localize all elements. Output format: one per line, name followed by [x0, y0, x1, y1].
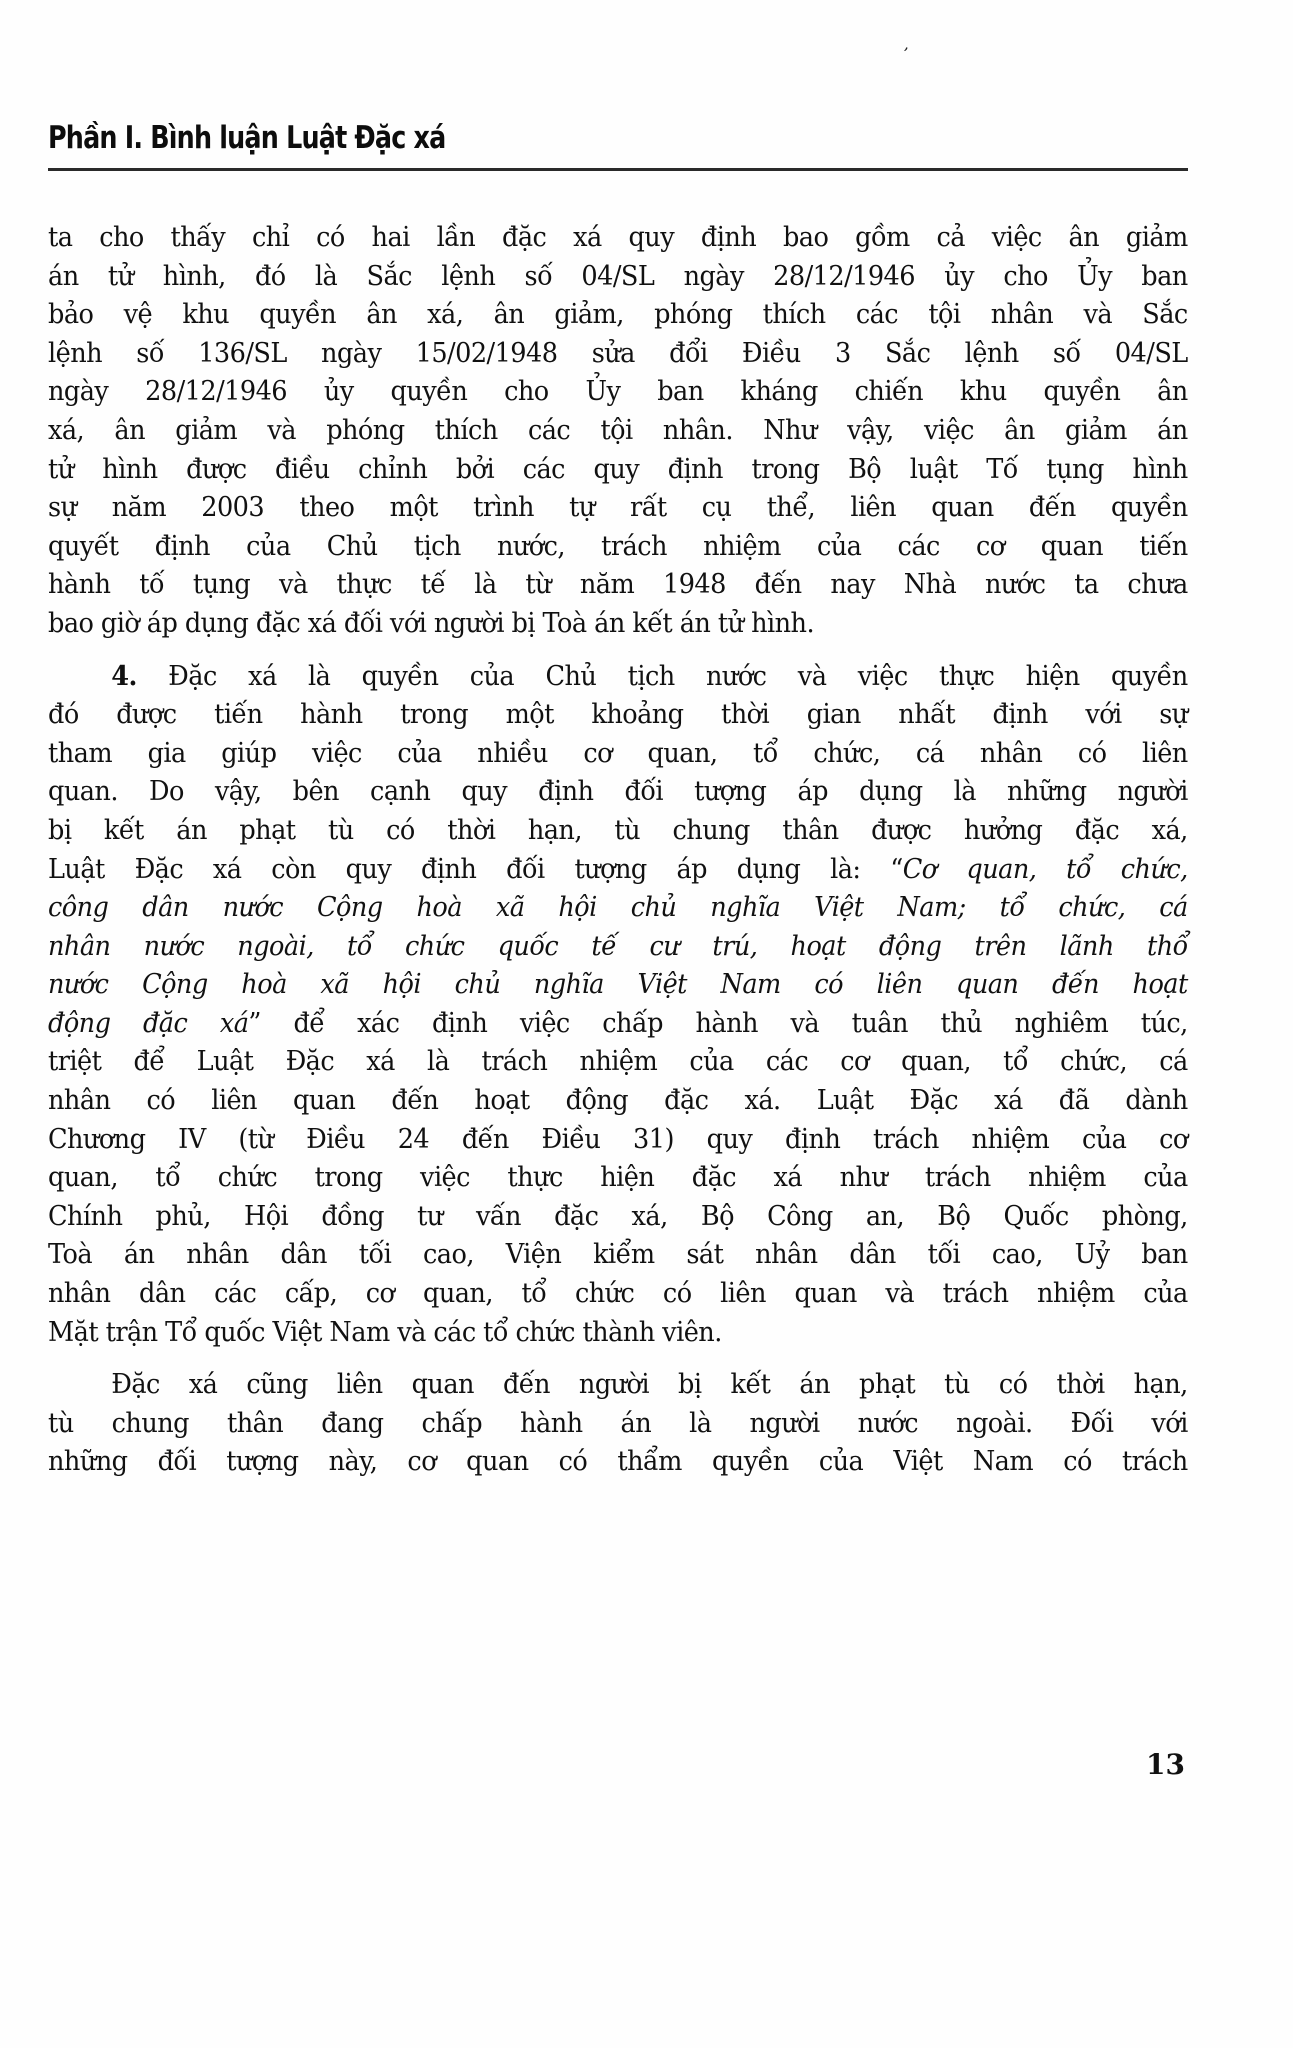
quote-italic-line: công dân nước Cộng hoà xã hội chủ nghĩa Việt Nam; tổ chức, cá [48, 891, 1188, 924]
text-line: bảo vệ khu quyền ân xá, ân giảm, phóng thích các tội nhân và Sắc [48, 298, 1188, 331]
text-line: triệt để Luật Đặc xá là trách nhiệm của các cơ quan, tổ chức, cá [48, 1045, 1188, 1078]
text-line: tử hình được điều chỉnh bởi các quy định trong Bộ luật Tố tụng hình [48, 452, 1188, 485]
quote-italic-fragment: Cơ quan, tổ chức, [902, 852, 1188, 885]
text-line: Chính phủ, Hội đồng tư vấn đặc xá, Bộ Công an, Bộ Quốc phòng, [48, 1199, 1188, 1232]
text-line [48, 657, 1188, 696]
text-line: Toà án nhân dân tối cao, Viện kiểm sát nhân dân tối cao, Uỷ ban [48, 1238, 1188, 1271]
text-line: lệnh số 136/SL ngày 15/02/1948 sửa đổi Điều 3 Sắc lệnh số 04/SL [48, 336, 1188, 369]
paragraph-3 [48, 1365, 1188, 1481]
text-line: bị kết án phạt tù có thời hạn, tù chung thân được hưởng đặc xá, [48, 813, 1188, 846]
page-number: 13 [1146, 1748, 1185, 1781]
text-line [48, 850, 1188, 889]
text-line: tù chung thân đang chấp hành án là người nước ngoài. Đối với [48, 1406, 1188, 1439]
text-fragment: Đặc xá là quyền của Chủ tịch nước và việc thực hiện quyền [136, 659, 1188, 692]
text-line: xá, ân giảm và phóng thích các tội nhân. Như vậy, việc ân giảm án [48, 413, 1188, 446]
text-line: tham gia giúp việc của nhiều cơ quan, tổ chức, cá nhân có liên [48, 736, 1188, 769]
text-line: ta cho thấy chỉ có hai lần đặc xá quy định bao gồm cả việc ân giảm [48, 221, 1188, 253]
quote-italic-line: nước Cộng hoà xã hội chủ nghĩa Việt Nam có liên quan đến hoạt [48, 968, 1188, 1001]
text-line: hành tố tụng và thực tế là từ năm 1948 đến nay Nhà nước ta chưa [48, 568, 1188, 601]
text-line: Chương IV (từ Điều 24 đến Điều 31) quy định trách nhiệm của cơ [48, 1122, 1188, 1155]
text-line: bao giờ áp dụng đặc xá đối với người bị Toà án kết án tử hình. [48, 606, 815, 639]
body-text [48, 218, 1188, 1481]
text-line: quan, tổ chức trong việc thực hiện đặc xá như trách nhiệm của [48, 1161, 1188, 1194]
text-fragment: ” để xác định việc chấp hành và tuân thủ nghiêm túc, [248, 1006, 1188, 1039]
header-rule-divider [48, 168, 1188, 171]
text-line: Đặc xá cũng liên quan đến người bị kết án phạt tù có thời hạn, [111, 1368, 1188, 1401]
text-fragment: Luật Đặc xá còn quy định đối tượng áp dụng là: “ [48, 852, 903, 885]
text-line: án tử hình, đó là Sắc lệnh số 04/SL ngày 28/12/1946 ủy cho Ủy ban [48, 259, 1188, 292]
quote-italic-fragment: động đặc xá [48, 1006, 249, 1039]
stray-ink-mark: ʼ [900, 43, 910, 64]
text-line: quan. Do vậy, bên cạnh quy định đối tượng áp dụng là những người [48, 775, 1188, 808]
text-line: sự năm 2003 theo một trình tự rất cụ thể, liên quan đến quyền [48, 491, 1188, 524]
paragraph-2 [48, 657, 1188, 1352]
text-line: nhân có liên quan đến hoạt động đặc xá. Luật Đặc xá đã dành [48, 1084, 1188, 1117]
text-line: đó được tiến hành trong một khoảng thời gian nhất định với sự [48, 698, 1188, 731]
paragraph-1 [48, 218, 1188, 643]
item-number: 4. [111, 659, 137, 692]
running-head-title: Phần I. Bình luận Luật Đặc xá [48, 120, 446, 156]
text-line [48, 1004, 1188, 1043]
text-line: quyết định của Chủ tịch nước, trách nhiệm của các cơ quan tiến [48, 529, 1188, 562]
text-line: ngày 28/12/1946 ủy quyền cho Ủy ban kháng chiến khu quyền ân [48, 375, 1188, 408]
text-line: nhân dân các cấp, cơ quan, tổ chức có liên quan và trách nhiệm của [48, 1277, 1188, 1310]
text-line: Mặt trận Tổ quốc Việt Nam và các tổ chức thành viên. [48, 1315, 722, 1348]
quote-italic-line: nhân nước ngoài, tổ chức quốc tế cư trú, hoạt động trên lãnh thổ [48, 929, 1188, 962]
text-line: những đối tượng này, cơ quan có thẩm quyền của Việt Nam có trách [48, 1445, 1188, 1478]
